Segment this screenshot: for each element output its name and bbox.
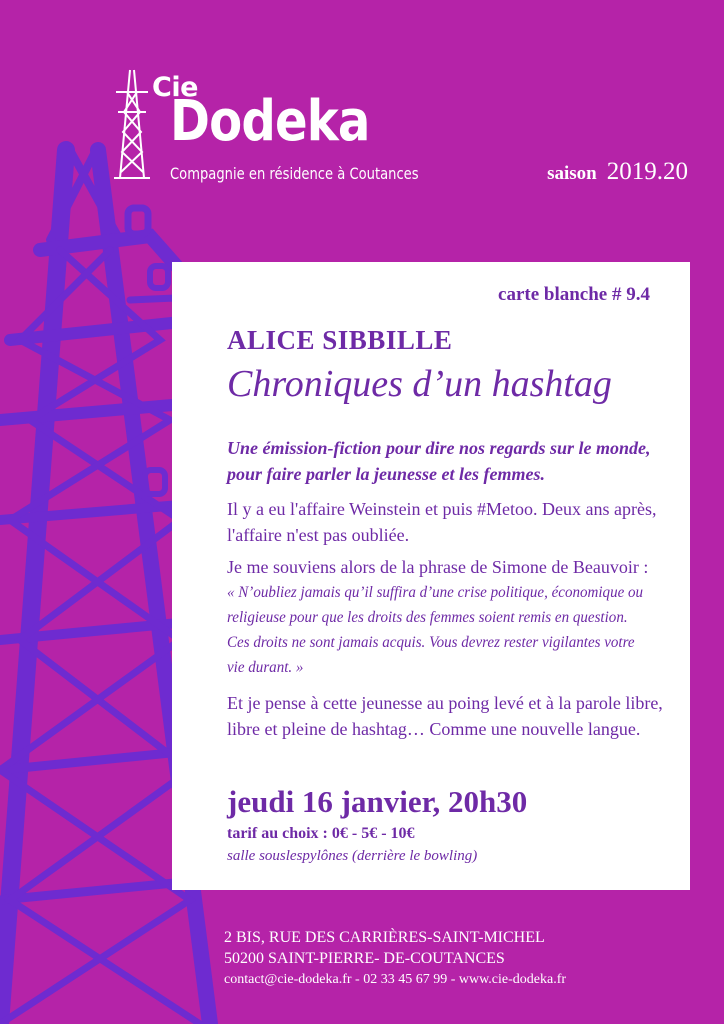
season-label: saison [547,163,597,184]
season [547,158,688,186]
logo-name: Dodeka [170,89,370,154]
event-venue: salle souslespylônes (derrière le bowling) [227,848,478,864]
event-date: jeudi 16 janvier, 20h30 [227,784,528,819]
season-year: 2019.20 [606,158,688,185]
address-block [224,927,566,990]
paragraph-3: Et je pense à cette jeunesse au poing levé et à la parole libre, libre et pleine de hashtag… Comme une nouvelle langue. [227,693,663,739]
event-price: tarif au choix : 0€ - 5€ - 10€ [227,825,415,842]
show-title: Chroniques d’un hashtag [227,363,612,405]
logo-tagline: Compagnie en résidence à Coutances [170,164,419,183]
series-tag: carte blanche # 9.4 [498,284,650,305]
author-name: ALICE SIBBILLE [227,325,453,355]
address-street: 2 BIS, RUE DES CARRIÈRES-SAINT-MICHEL [224,929,545,946]
logo-cie: Cie [152,72,198,103]
pylon-logo-icon [112,66,152,181]
paragraph-1: Il y a eu l'affaire Weinstein et puis #Metoo. Deux ans après, l'affaire n'est pas oubliée. [227,499,657,545]
paragraph-2: Je me souviens alors de la phrase de Simone de Beauvoir : [227,557,649,577]
beauvoir-quote: « N’oubliez jamais qu’il suffira d’une crise politique, économique ou religieuse pour que les droits des femmes soient remis en question. Ces droits ne sont jamais acquis. Vous devrez rester vigilantes votre vie durant. » [227,584,644,676]
company-logo [112,66,442,196]
lead-paragraph: Une émission-fiction pour dire nos regards sur le monde, pour faire parler la jeunesse et les femmes. [227,438,651,484]
event-card [172,262,690,890]
address-city: 50200 SAINT-PIERRE- DE-COUTANCES [224,950,505,967]
contact-line: contact@cie-dodeka.fr - 02 33 45 67 99 - www.cie-dodeka.fr [224,972,567,987]
